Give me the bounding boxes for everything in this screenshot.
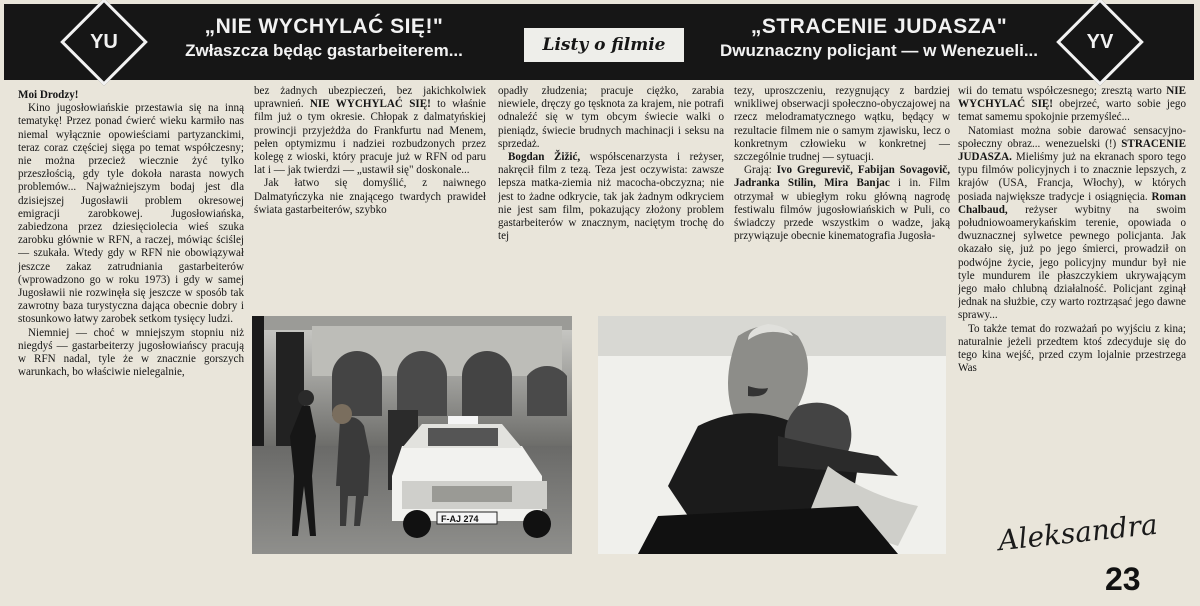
section-label: Listy o filmie — [522, 26, 686, 64]
author-signature: Aleksandra — [996, 507, 1160, 558]
paragraph: tezy, uproszczeniu, rezygnujący z bardziej wnikliwej obserwacji społeczno-obyczajowej na rzecz melodramatycznego wątku, będący w rezultacie filmem nie o samym zjawisku, lecz o konkretnym człowieku w konkretnej — szczególnie trudnej — sytuacji. — [734, 85, 950, 164]
paragraph: To także temat do rozważań po wyjściu z kina; naturalnie jeżeli przedtem ktoś zdecyduje się do tego kina wejść, przed czym lojalnie przestrzega Was — [958, 322, 1186, 375]
badge-yu: YU — [60, 0, 148, 86]
street-scene-illustration — [252, 316, 572, 554]
right-film-heading — [699, 14, 1059, 62]
right-film-title: „STRACENIE JUDASZA" — [750, 15, 1008, 38]
paragraph: Natomiast można sobie darować sensacyjno-społeczny obraz... wenezuelski (!) STRACENIE JUDASZA. Mieliśmy już na ekranach sporo tego typu filmów policyjnych i to znacznie lepszych, z krajów (USA, Francja, Włochy), w których posiada największe tradycje i osiągnięcia. Roman Chalbaud, reżyser wybitny na swoim południowoamerykańskim terenie, opowiada o dwuznacznej sylwetce pewnego policjanta. Jak okazało się, już po jego śmierci, prowadził on podwójne życie, jego policyjny mundur był nie tyle mundurem ile płaszczykiem ukrywającym jego mało chlubną działalność. Policjant zginął jednak na służbie, czy warto roztrząsać jego dawne sprawy... — [958, 124, 1186, 322]
paragraph: Grają: Ivo Gregurevič, Fabijan Sovagovič, Jadranka Stilin, Mira Banjac i in. Film otrzymał w ubiegłym roku główną nagrodę festiwalu filmów jugosłowiańskich w Puli, co świadczy przede wszystkim o wadze, jaką przywiązuje obecnie kinematografia Jugosła- — [734, 164, 950, 243]
article-column-5 — [958, 85, 1186, 513]
paragraph: bez żadnych ubezpieczeń, bez jakichkolwiek uprawnień. NIE WYCHYLAĆ SIĘ! to właśnie film już o tym okresie. Chłopak z dalmatyńskiej prowincji przyjeżdża do Frankfurtu nad Menem, pełen optymizmu i nadziei rozbudzonych przez kolegę z wioski, który pracuje już w RFN od paru lat i — jak twierdzi — „ustawił się" doskonale... — [254, 85, 486, 177]
page-number: 23 — [1105, 561, 1141, 597]
article-column-1 — [18, 89, 244, 557]
header-banner — [4, 4, 1194, 80]
license-plate: F-AJ 274 — [441, 514, 479, 524]
left-film-subtitle: Zwłaszcza będąc gastarbeiterem... — [185, 41, 463, 60]
article-column-4 — [734, 85, 950, 307]
article-column-3 — [498, 85, 724, 307]
left-film-title: „NIE WYCHYLAĆ SIĘ!" — [204, 15, 444, 38]
article-column-2 — [254, 85, 486, 307]
left-film-heading — [164, 14, 484, 62]
paragraph: Jak łatwo się domyślić, z naiwnego Dalmatyńczyka nie znającego twardych prawideł świata gastarbeiterów, szybko — [254, 177, 486, 216]
badge-yv: YV — [1056, 0, 1144, 86]
paragraph: opadły złudzenia; pracuje ciężko, zarabia niewiele, dręczy go tęsknota za krajem, nie potrafi odnaleźć się w tym obcym świecie walki o pieniądz, świecie brudnych machinacji i seksu na sprzedaż. — [498, 85, 724, 150]
paragraph: Niemniej — choć w mniejszym stopniu niż niegdyś — gastarbeiterzy jugosłowiańscy pracują w RFN nadal, tyle że w znacznie gorszych warunkach, bo właściwie nielegalnie, — [18, 326, 244, 379]
paragraph: wii do tematu współczesnego; zresztą warto NIE WYCHYLAĆ SIĘ! obejrzeć, warto sobie jego temat samemu spokojnie przemyśleć... — [958, 85, 1186, 124]
film-still-closeup — [598, 316, 946, 554]
film-still-street-taxi — [252, 316, 572, 554]
salutation: Moi Drodzy! — [18, 89, 79, 101]
paragraph: Bogdan Žižić, współscenarzysta i reżyser, nakręcił film z tezą. Teza jest oczywista: zawsze lepsza matka-ziemia niż macocha-obczyzna; nie jest to żadne odkrycie, tak jak żadnym odkryciem nie jest sam film, pokazujący złożony problem gastarbeiterów w znacznym, naciętym trochę do tej — [498, 151, 724, 243]
right-film-subtitle: Dwuznaczny policjant — w Wenezueli... — [719, 41, 1038, 60]
closeup-scene-illustration — [598, 316, 946, 554]
paragraph: Kino jugosłowiańskie przestawia się na inną tematykę! Przez ponad ćwierć wieku karmiło nas niemal wyłącznie opowieściami partyzanckimi, teraz coraz częściej sięga po temat współczesny; nie można przecież wiecznie żyć tylko przeszłością, gdy tyle dokoła narasta nowych problemów... Najważniejszym bodaj jest dla dzisiejszej Jugosławii problem okresowej emigracji zarobkowej. Jugosłowiańska, zabiedzona przez dziesięciolecia wieś szuka zarobku głównie w RFN, a raczej, mówiąc ściślej — szukała. Wtedy gdy w RFN nie obowiązywał jeszcze zakaz zatrudniania gastarbeiterów (wprowadzono go w roku 1973) i gdy w samej Jugosławii nie rozwinęła się jeszcze w sposób tak zawrotny baza turystyczna dająca obecnie dobry i stosunkowo łatwy zarobek setkom tysięcy ludzi. — [18, 102, 244, 326]
